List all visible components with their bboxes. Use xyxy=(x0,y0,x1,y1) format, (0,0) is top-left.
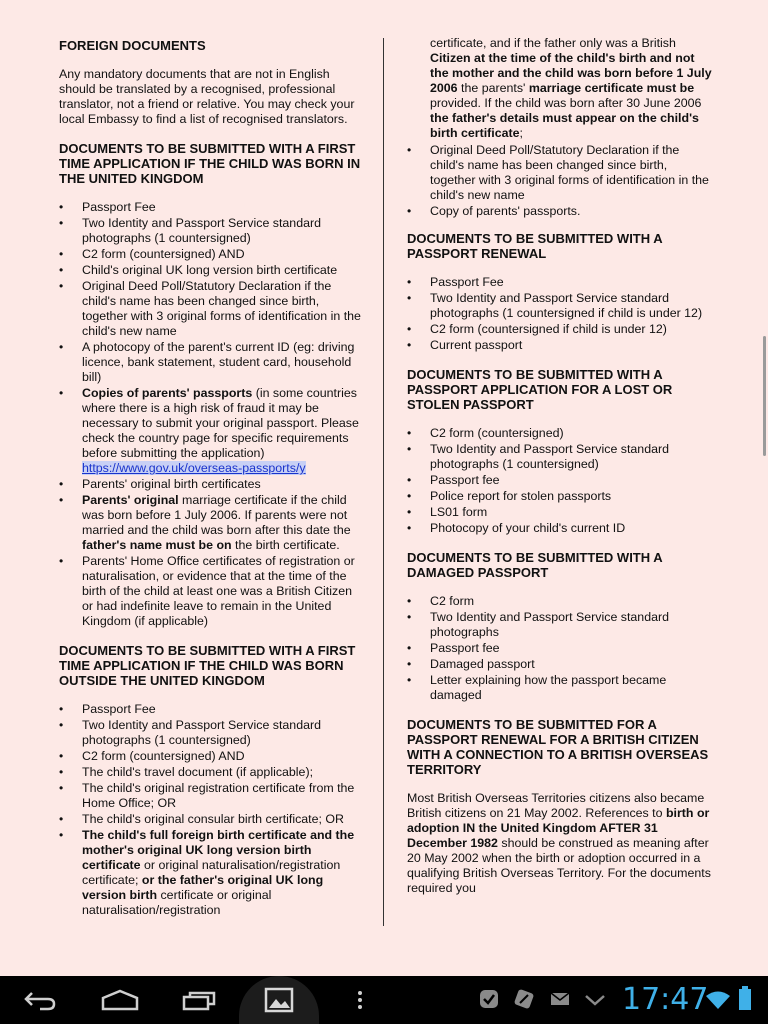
recent-apps-button[interactable] xyxy=(160,976,240,1024)
overseas-passports-link[interactable]: https://www.gov.uk/overseas-passports/y xyxy=(82,461,306,475)
list-item: • Passport Fee xyxy=(407,275,712,290)
left-column xyxy=(59,36,361,932)
cont-text-4: ; xyxy=(519,126,523,140)
born-in-uk-list xyxy=(59,200,361,629)
list-item: • The child's original registration certificate from the Home Office; OR xyxy=(59,781,361,811)
list-item: • The child's travel document (if applicable); xyxy=(59,765,361,780)
system-bar xyxy=(0,976,768,1024)
marriage-bold: Parents' original xyxy=(82,493,179,507)
overflow-menu-icon xyxy=(356,989,364,1011)
copies-bold: Copies of parents' passports xyxy=(82,386,253,400)
list-item: • C2 form xyxy=(407,594,712,609)
foreign-documents-paragraph: Any mandatory documents that are not in English should be translated by a recognised, professional translator, not a friend or relative. You may check your local Embassy to find a list of recognised translators. xyxy=(59,67,355,126)
continued-list xyxy=(407,36,712,219)
list-item: • C2 form (countersigned) AND xyxy=(59,247,361,262)
damaged-heading: DOCUMENTS TO BE SUBMITTED WITH A DAMAGED PASSPORT xyxy=(407,550,663,580)
born-in-uk-heading: DOCUMENTS TO BE SUBMITTED WITH A FIRST TIME APPLICATION IF THE CHILD WAS BORN IN THE UNITED KINGDOM xyxy=(59,141,361,186)
list-item: • Passport Fee xyxy=(59,200,361,215)
list-item: • Copy of parents' passports. xyxy=(407,204,712,219)
gallery-icon xyxy=(264,987,294,1013)
damaged-list xyxy=(407,594,712,703)
territory-text-1: Most British Overseas Territories citizens also became British citizens on 21 May 2002. References to xyxy=(407,791,705,820)
cont-text-3: provided. If the child was born after 30 June 2006 xyxy=(430,96,702,110)
full-birth-bold-2: or the father's original UK long version birth xyxy=(82,873,324,902)
right-column xyxy=(407,36,712,910)
list-item: • Passport fee xyxy=(407,473,712,488)
marriage-text: marriage certificate if the child was born before 1 July 2006. If parents were not married and the child was born after this date the xyxy=(82,493,351,537)
column-divider xyxy=(383,38,384,926)
list-item: • Letter explaining how the passport became damaged xyxy=(407,673,712,703)
list-item: • The child's original consular birth certificate; OR xyxy=(59,812,361,827)
born-outside-uk-list xyxy=(59,702,361,918)
gallery-button[interactable] xyxy=(239,976,319,1024)
list-item-marriage xyxy=(59,493,361,553)
home-icon xyxy=(101,989,139,1011)
wifi-icon xyxy=(705,990,731,1010)
list-item-full-birth xyxy=(59,828,361,918)
back-icon xyxy=(22,988,58,1012)
list-item: • LS01 form xyxy=(407,505,712,520)
lost-stolen-list xyxy=(407,426,712,536)
marriage-text-2: the birth certificate. xyxy=(231,538,340,552)
foreign-documents-heading: FOREIGN DOCUMENTS xyxy=(59,38,206,53)
list-item: • C2 form (countersigned) AND xyxy=(59,749,361,764)
list-item: • Damaged passport xyxy=(407,657,712,672)
scrollbar-thumb[interactable] xyxy=(763,336,766,456)
home-button[interactable] xyxy=(80,976,160,1024)
list-item: • Two Identity and Passport Service standard photographs (1 countersigned) xyxy=(407,442,712,472)
full-birth-bold: The child's full foreign birth certificate and the mother's original UK long version birth certificate xyxy=(82,828,355,872)
list-item: • Passport fee xyxy=(407,641,712,656)
list-item-copies-passports xyxy=(59,386,361,476)
list-item: • Passport Fee xyxy=(59,702,361,717)
lost-stolen-heading: DOCUMENTS TO BE SUBMITTED WITH A PASSPORT APPLICATION FOR A LOST OR STOLEN PASSPORT xyxy=(407,367,673,412)
list-item: • Two Identity and Passport Service standard photographs (1 countersigned if child is under 12) xyxy=(407,291,712,321)
overflow-menu-button[interactable] xyxy=(320,976,400,1024)
continued-item xyxy=(407,36,712,141)
list-item: • Police report for stolen passports xyxy=(407,489,712,504)
territory-bold: birth or adoption IN the United Kingdom AFTER 31 December 1982 xyxy=(407,806,710,850)
cont-text-1: certificate, and if the father only was a British xyxy=(430,36,676,50)
territory-text-2: should be construed as meaning after 20 May 2002 when the birth or adoption occurred in a qualifying British Overseas Territory. For the documents required you xyxy=(407,836,711,895)
renewal-heading: DOCUMENTS TO BE SUBMITTED WITH A PASSPORT RENEWAL xyxy=(407,231,663,261)
renewal-list xyxy=(407,275,712,353)
list-item: • Parents' original birth certificates xyxy=(59,477,361,492)
overseas-territory-paragraph xyxy=(407,791,712,896)
cont-text-2: the parents' xyxy=(457,81,529,95)
copies-text: (in some countries where there is a high risk of fraud it may be necessary to submit your original passport. Please check the country page for specific requirements before submitting the application) xyxy=(82,386,359,460)
list-item: • C2 form (countersigned if child is under 12) xyxy=(407,322,712,337)
mail-icon[interactable] xyxy=(550,992,570,1006)
battery-icon xyxy=(738,986,752,1010)
cont-bold-3: the father's details must appear on the child's birth certificate xyxy=(430,111,699,140)
list-item: • A photocopy of the parent's current ID (eg: driving licence, bank statement, student card, household bill) xyxy=(59,340,361,385)
list-item: • Original Deed Poll/Statutory Declaration if the child's name has been changed since birth, together with 3 original forms of identification in the child's new name xyxy=(59,279,361,339)
list-item: • Two Identity and Passport Service standard photographs (1 countersigned) xyxy=(59,718,361,748)
chevron-down-icon[interactable] xyxy=(584,994,606,1006)
full-birth-text-2: certificate or original naturalisation/registration xyxy=(82,888,272,917)
recent-apps-icon xyxy=(182,989,218,1011)
cont-bold-1: Citizen at the time of the child's birth and not the mother and the child was born before 1 July 2006 xyxy=(430,51,712,95)
born-outside-uk-heading: DOCUMENTS TO BE SUBMITTED WITH A FIRST TIME APPLICATION IF THE CHILD WAS BORN OUTSIDE THE UNITED KINGDOM xyxy=(59,643,356,688)
list-item: • C2 form (countersigned) xyxy=(407,426,712,441)
tools-icon[interactable] xyxy=(512,988,536,1010)
list-item: • Two Identity and Passport Service standard photographs (1 countersigned) xyxy=(59,216,361,246)
list-item: • Two Identity and Passport Service standard photographs xyxy=(407,610,712,640)
back-button[interactable] xyxy=(0,976,80,1024)
full-birth-text: or original naturalisation/registration certificate; xyxy=(82,858,341,887)
status-clock: 17:47 xyxy=(622,982,709,1017)
list-item: • Photocopy of your child's current ID xyxy=(407,521,712,536)
list-item: • Original Deed Poll/Statutory Declaration if the child's name has been changed since birth, together with 3 original forms of identification in the child's new name xyxy=(407,143,712,203)
overseas-territory-heading: DOCUMENTS TO BE SUBMITTED FOR A PASSPORT RENEWAL FOR A BRITISH CITIZEN WITH A CONNECTION TO A BRITISH OVERSEAS TERRITORY xyxy=(407,717,709,777)
list-item: • Current passport xyxy=(407,338,712,353)
task-check-icon[interactable] xyxy=(478,988,500,1010)
cont-bold-2: marriage certificate must be xyxy=(528,81,695,95)
list-item: • Parents' Home Office certificates of registration or naturalisation, or evidence that at the time of the birth of the child at least one was a British Citizen or had indefinite leave to remain in the United Kingdom (if applicable) xyxy=(59,554,361,629)
marriage-bold-2: father's name must be on xyxy=(82,538,232,552)
list-item: • Child's original UK long version birth certificate xyxy=(59,263,361,278)
